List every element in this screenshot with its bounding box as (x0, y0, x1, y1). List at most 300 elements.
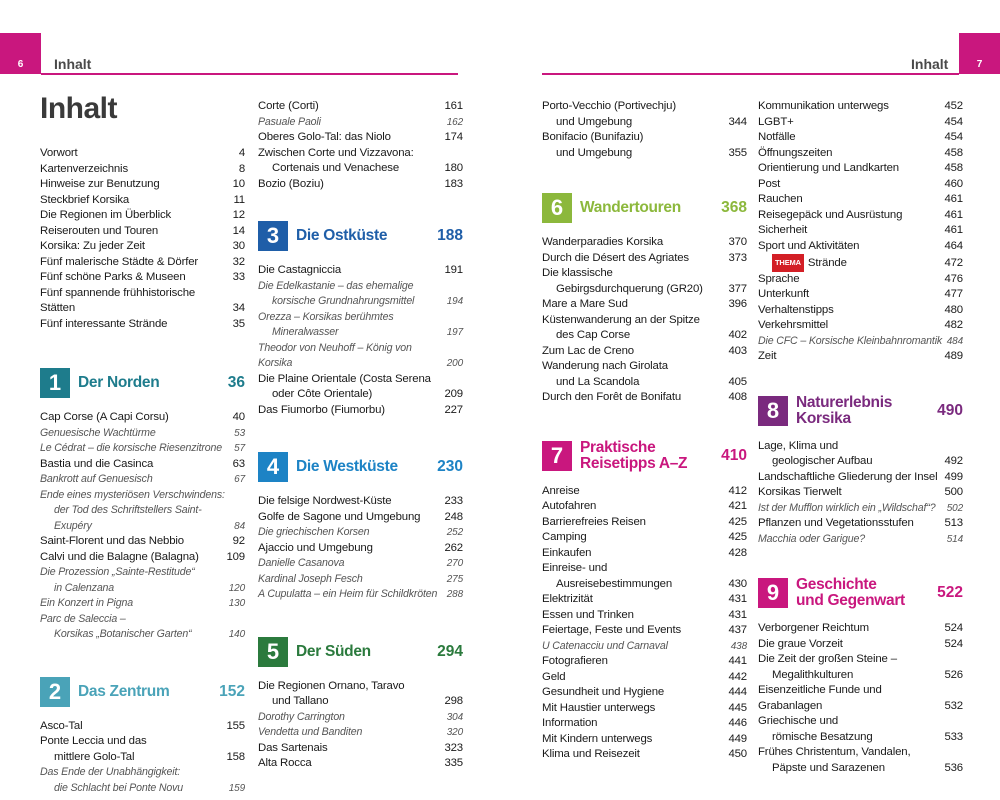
toc-entry-page: 431 (728, 593, 747, 605)
toc-entry-title: Information (542, 717, 598, 729)
toc-entry-title: Ist der Mufflon wirklich ein „Wildschaf“? (758, 501, 936, 514)
toc-entry-title: Fünf interessante Strände (40, 317, 168, 330)
toc-entry-title: Landschaftliche Gliederung der Insel (758, 470, 938, 483)
toc-entry (758, 516, 963, 532)
toc-entry (40, 765, 245, 796)
toc-entry (40, 162, 245, 178)
toc-entry-title: Pasuale Paoli (258, 115, 321, 128)
section-header (258, 452, 463, 482)
toc-entry-page: 34 (232, 302, 245, 314)
toc-entry-page: 408 (728, 391, 747, 403)
toc-entry-page: 425 (728, 531, 747, 543)
toc-entry (258, 279, 463, 310)
toc-entry-page: 438 (730, 640, 747, 652)
section-title: Das Zentrum (78, 682, 170, 700)
toc-entry (758, 439, 963, 470)
section-number-box: 8 (758, 396, 788, 426)
section-title: Die Westküste (296, 458, 398, 475)
toc-entry-title: Orezza – Korsikas berühmtes Mineralwasser (258, 310, 443, 341)
page-title: Inhalt (40, 92, 117, 125)
toc-entry-title: Frühes Christentum, Vandalen, Päpste und Sarazenen (758, 745, 940, 776)
toc-entry-title: Klima und Reisezeit (542, 748, 640, 760)
toc-entry-title: Camping (542, 531, 587, 543)
section-page: 188 (437, 227, 463, 244)
toc-entry-page: 140 (228, 629, 245, 640)
toc-entry (40, 612, 245, 643)
toc-entry (542, 732, 747, 748)
toc-entry-page: 514 (946, 533, 963, 545)
toc-entry-page: 499 (944, 470, 963, 483)
toc-entry-title: Bonifacio (Bunifaziu) und Umgebung (542, 130, 724, 161)
toc-entry-title: Kardinal Joseph Fesch (258, 572, 363, 585)
toc-entry-continuation: Gebirgsdurchquerung (GR20) (556, 282, 703, 295)
toc-entry-title: Barrierefreies Reisen (542, 515, 646, 528)
toc-entry (258, 541, 463, 557)
toc-entry-title: Orientierung und Landkarten (758, 162, 899, 174)
toc-entry (758, 501, 963, 517)
toc-entry-page: 275 (446, 573, 463, 585)
toc-entry (542, 484, 747, 500)
toc-entry-title: Einreise- und Ausreisebestimmungen (542, 561, 724, 592)
toc-entry-page: 402 (728, 329, 747, 341)
toc-entry-title: Lage, Klima und geologischer Aufbau (758, 439, 940, 470)
toc-entry-title: Griechische und römische Besatzung (758, 714, 940, 745)
toc-entry-title: Korsika: Zu jeder Zeit (40, 240, 145, 252)
toc-entry (758, 192, 963, 208)
toc-entry (258, 372, 463, 403)
toc-entry-page: 492 (944, 455, 963, 467)
toc-entry-continuation: die Schlacht bei Ponte Novu (54, 781, 184, 794)
section-number-box: 9 (758, 578, 788, 608)
toc-entry (758, 637, 963, 653)
toc-entry-page: 370 (728, 236, 747, 248)
toc-entry-page: 11 (233, 193, 245, 206)
toc-entry (542, 670, 747, 686)
toc-entry (758, 532, 963, 548)
toc-entry (758, 130, 963, 146)
toc-entry (542, 747, 747, 763)
toc-entry-title: Die griechischen Korsen (258, 526, 370, 538)
toc-entry (542, 515, 747, 531)
toc-entry-title: Sprache (758, 272, 800, 285)
toc-entry-page: 476 (944, 272, 963, 285)
toc-entry-title: Essen und Trinken (542, 608, 634, 621)
toc-entry-title: THEMA Strände (758, 254, 940, 272)
toc-entry-title: Zwischen Corte und Vizzavona: Cortenais und Venachese (258, 146, 440, 177)
toc-entry (542, 99, 747, 130)
toc-entry-title: Reiserouten und Touren (40, 224, 159, 237)
toc-entry (542, 530, 747, 546)
toc-entry-page: 460 (944, 177, 963, 190)
toc-entry (758, 223, 963, 239)
toc-entry-page: 452 (944, 100, 963, 112)
toc-entry-page: 209 (444, 388, 463, 400)
toc-entry-page: 120 (228, 582, 245, 594)
toc-entry (40, 193, 245, 209)
toc-entry-title: Ponte Leccia und das mittlere Golo-Tal (40, 734, 222, 765)
section-page: 368 (721, 199, 747, 216)
section-number-box: 4 (258, 452, 288, 482)
toc-entry (40, 596, 245, 612)
toc-entry-page: 480 (944, 303, 963, 316)
toc-entry-continuation: römische Besatzung (772, 730, 873, 743)
section-title: Praktische Reisetipps A–Z (580, 438, 688, 472)
toc-entry (758, 334, 963, 350)
toc-entry (258, 572, 463, 588)
toc-entry (542, 297, 747, 313)
toc-entry-title: Dorothy Carrington (258, 710, 345, 723)
toc-entry-page: 304 (446, 711, 463, 723)
toc-entry-page: 428 (728, 546, 747, 559)
toc-entry-page: 526 (944, 668, 963, 681)
toc-entry-title: Die Edelkastanie – das ehemalige korsische Grundnahrungsmittel (258, 279, 443, 310)
toc-entry (258, 679, 463, 710)
toc-entry-title: Die Plaine Orientale (Costa Serena oder Côte Orientale) (258, 372, 440, 403)
toc-entry (758, 239, 963, 255)
toc-entry (542, 251, 747, 267)
toc-entry-page: 344 (728, 115, 747, 128)
toc-entry-page: 425 (728, 515, 747, 528)
toc-entry-page: 130 (228, 598, 245, 609)
page-number-tab-left (0, 33, 41, 74)
toc-entry-title: Gesundheit und Hygiene (542, 686, 665, 698)
toc-entry-title: Wanderparadies Korsika (542, 236, 664, 248)
toc-entry-title: Fünf spannende frühhistorische Stätten (40, 286, 196, 314)
toc-entry-page: 84 (234, 520, 245, 532)
toc-entry-title: Unterkunft (758, 288, 810, 300)
toc-entry (758, 745, 963, 776)
header-rule-left (41, 73, 458, 75)
toc-entry (758, 115, 963, 131)
section-number-box: 5 (258, 637, 288, 667)
toc-entry-title: Einkaufen (542, 546, 592, 559)
toc-entry-continuation: des Cap Corse (556, 329, 631, 341)
section-page: 230 (437, 458, 463, 475)
toc-entry (758, 177, 963, 193)
toc-entry (258, 99, 463, 115)
toc-entry-page: 458 (944, 162, 963, 174)
toc-entry (758, 99, 963, 115)
toc-entry (542, 130, 747, 161)
toc-entry-page: 227 (444, 403, 463, 416)
toc-entry-page: 442 (728, 670, 747, 683)
toc-entry-page: 323 (444, 741, 463, 754)
toc-entry (758, 146, 963, 162)
toc-entry-title: A Cupulatta – ein Heim für Schildkröten (258, 588, 438, 600)
toc-entry-page: 373 (728, 251, 747, 264)
toc-entry-page: 449 (728, 732, 747, 745)
toc-entry-title: Zeit (758, 350, 777, 362)
toc-entry-continuation: mittlere Golo-Tal (54, 750, 135, 763)
toc-entry (40, 255, 245, 271)
toc-entry-title: Elektrizität (542, 593, 593, 605)
toc-entry (758, 161, 963, 177)
toc-entry-continuation: Korsikas „Botanischer Garten“ (54, 628, 192, 640)
section-header (258, 637, 463, 667)
toc-entry (542, 592, 747, 608)
section-page: 522 (937, 584, 963, 601)
toc-entry-continuation: korsische Grundnahrungsmittel (272, 295, 415, 307)
page-number-left: 6 (17, 59, 24, 70)
toc-entry-title: Pflanzen und Vegetationsstufen (758, 517, 914, 529)
toc-entry-continuation: Ausreisebestimmungen (556, 577, 673, 590)
toc-entry-page: 472 (944, 257, 963, 269)
toc-entry (258, 725, 463, 741)
toc-entry-title: Die Prozession „Sainte-Restitude“ in Calenzana (40, 565, 225, 596)
toc-entry-page: 53 (234, 427, 245, 439)
toc-entry-title: Saint-Florent und das Nebbio (40, 535, 184, 547)
toc-entry-title: Die CFC – Korsische Kleinbahnromantik (758, 334, 943, 347)
toc-entry-page: 4 (238, 147, 245, 159)
toc-entry-page: 396 (728, 298, 747, 310)
toc-entry (542, 235, 747, 251)
toc-entry-title: Das Fiumorbo (Fiumorbu) (258, 403, 385, 416)
toc-entry-page: 464 (944, 239, 963, 252)
section-header (758, 577, 963, 609)
toc-entry-title: Geld (542, 670, 566, 683)
section-title: Naturerlebnis Korsika (796, 393, 893, 427)
toc-entry-title: Vendetta und Banditen (258, 726, 363, 738)
toc-column-3 (542, 99, 747, 763)
toc-entry-title: Die Zeit der großen Steine – Megalithkulturen (758, 652, 940, 683)
toc-entry (258, 510, 463, 526)
toc-entry (258, 263, 463, 279)
toc-entry-continuation: Cortenais und Venachese (272, 162, 400, 174)
toc-entry-page: 502 (946, 502, 963, 514)
section-number-box: 3 (258, 221, 288, 251)
toc-entry (758, 714, 963, 745)
toc-entry-page: 33 (232, 271, 245, 283)
toc-entry-title: Das Ende der Unabhängigkeit: die Schlacht bei Ponte Novu (40, 765, 225, 796)
toc-entry-title: Fünf schöne Parks & Museen (40, 271, 186, 283)
toc-entry-title: Öffnungszeiten (758, 146, 833, 159)
toc-entry-page: 180 (444, 162, 463, 174)
toc-entry-title: Bastia und die Casinca (40, 457, 154, 470)
toc-column-2 (258, 99, 463, 772)
toc-entry-title: Cap Corse (A Capi Corsu) (40, 411, 169, 423)
toc-entry-title: Die Regionen Ornano, Taravo und Tallano (258, 679, 440, 710)
toc-entry (258, 403, 463, 419)
toc-entry-page: 40 (232, 411, 245, 423)
toc-entry-page: 454 (944, 115, 963, 128)
toc-entry-title: Theodor von Neuhoff – König von Korsika (258, 341, 412, 369)
toc-entry-title: Durch die Désert des Agriates (542, 251, 689, 264)
toc-entry (542, 701, 747, 717)
section-page: 152 (219, 682, 245, 700)
section-page: 36 (227, 374, 245, 391)
toc-entry-continuation: und Tallano (272, 695, 329, 707)
toc-entry-title: Die felsige Nordwest-Küste (258, 495, 392, 507)
toc-entry-page: 412 (728, 484, 747, 497)
toc-entry (40, 734, 245, 765)
toc-entry-continuation: geologischer Aufbau (772, 455, 873, 467)
toc-entry-continuation: und Umgebung (556, 146, 633, 159)
running-head-right: Inhalt (911, 56, 949, 72)
toc-entry-page: 446 (728, 717, 747, 729)
toc-entry (258, 341, 463, 372)
toc-entry-title: Danielle Casanova (258, 557, 345, 569)
page-number-right: 7 (976, 59, 983, 70)
toc-entry (258, 146, 463, 177)
toc-entry-page: 191 (444, 264, 463, 276)
toc-entry (758, 683, 963, 714)
toc-entry-page: 461 (944, 193, 963, 205)
header-rule-right (542, 73, 959, 75)
toc-entry-title: LGBT+ (758, 115, 794, 128)
toc-entry-page: 155 (226, 719, 245, 732)
toc-entry-title: Bankrott auf Genuesisch (40, 473, 153, 485)
toc-entry-page: 10 (232, 178, 245, 190)
toc-entry-page: 441 (728, 655, 747, 667)
section-title: Wandertouren (580, 199, 681, 216)
toc-entry-title: Sport und Aktivitäten (758, 239, 860, 252)
toc-entry (542, 561, 747, 592)
toc-entry-page: 513 (944, 517, 963, 529)
section-number-box: 1 (40, 368, 70, 398)
toc-entry (542, 266, 747, 297)
toc-entry-page: 421 (728, 500, 747, 512)
toc-entry (40, 565, 245, 596)
toc-entry (258, 587, 463, 603)
toc-entry-continuation: Mineralwasser (272, 326, 339, 338)
section-header (40, 677, 245, 707)
toc-entry-page: 536 (944, 761, 963, 774)
toc-entry-title: Genuesische Wachtürme (40, 426, 156, 439)
toc-entry-title: Eisenzeitliche Funde und Grabanlagen (758, 684, 882, 712)
toc-entry (542, 344, 747, 360)
toc-entry (758, 318, 963, 334)
toc-entry (542, 313, 747, 344)
toc-entry (758, 303, 963, 319)
toc-entry-title: Reisegepäck und Ausrüstung (758, 208, 903, 221)
toc-entry-page: 489 (944, 350, 963, 362)
toc-entry-page: 524 (944, 637, 963, 650)
toc-entry-page: 430 (728, 577, 747, 590)
toc-entry-page: 197 (446, 327, 463, 338)
toc-entry-title: Golfe de Sagone und Umgebung (258, 510, 421, 523)
toc-entry-page: 524 (944, 622, 963, 634)
section-header (258, 221, 463, 251)
toc-entry-title: Notfälle (758, 131, 796, 143)
toc-entry-page: 159 (228, 782, 245, 794)
toc-entry-page: 35 (232, 317, 245, 330)
toc-entry-page: 183 (444, 177, 463, 190)
toc-entry (40, 270, 245, 286)
toc-entry-title: Küstenwanderung an der Spitze des Cap Corse (542, 313, 724, 344)
toc-entry-page: 270 (446, 558, 463, 569)
toc-entry-title: Macchia oder Garigue? (758, 532, 865, 545)
toc-entry-page: 161 (444, 100, 463, 112)
toc-entry-title: Korsikas Tierwelt (758, 486, 842, 498)
toc-entry (40, 146, 245, 162)
toc-entry-page: 92 (232, 535, 245, 547)
toc-entry (758, 287, 963, 303)
toc-entry-title: Verkehrsmittel (758, 319, 829, 331)
section-number-box: 6 (542, 193, 572, 223)
toc-entry-title: Durch den Forêt de Bonifatu (542, 391, 682, 403)
section-header (40, 368, 245, 398)
toc-entry-title: Calvi und die Balagne (Balagna) (40, 550, 199, 563)
toc-entry (258, 756, 463, 772)
toc-entry-page: 482 (944, 319, 963, 331)
toc-entry (40, 208, 245, 224)
toc-entry (542, 685, 747, 701)
toc-entry (258, 310, 463, 341)
toc-entry-page: 262 (444, 541, 463, 554)
toc-entry (758, 470, 963, 486)
toc-entry (542, 639, 747, 655)
toc-entry-continuation: oder Côte Orientale) (272, 388, 373, 400)
toc-entry (40, 550, 245, 566)
toc-entry-page: 461 (944, 224, 963, 236)
section-title: Der Norden (78, 374, 160, 391)
toc-entry (542, 654, 747, 670)
toc-entry-title: Hinweise zur Benutzung (40, 178, 160, 190)
toc-entry-page: 377 (728, 282, 747, 295)
toc-entry (258, 710, 463, 726)
toc-entry (40, 719, 245, 735)
toc-entry-title: Le Cédrat – die korsische Riesenzitrone (40, 442, 222, 454)
toc-entry-title: Verhaltenstipps (758, 303, 834, 316)
toc-entry-continuation: und Umgebung (556, 115, 633, 128)
toc-entry (40, 177, 245, 193)
toc-entry-title: Bozio (Boziu) (258, 177, 324, 190)
toc-entry-page: 461 (944, 208, 963, 221)
toc-entry-title: Die graue Vorzeit (758, 637, 843, 650)
toc-entry-page: 63 (232, 457, 245, 470)
toc-entry (542, 608, 747, 624)
toc-entry-page: 454 (944, 131, 963, 143)
toc-entry-page: 450 (728, 748, 747, 760)
toc-entry (258, 525, 463, 541)
section-page: 294 (437, 642, 463, 660)
toc-entry (758, 485, 963, 501)
toc-entry-page: 233 (444, 495, 463, 507)
toc-entry-title: Verborgener Reichtum (758, 622, 869, 634)
toc-entry-page: 355 (728, 146, 747, 159)
toc-entry-title: Ende eines mysteriösen Verschwindens: der Tod des Schriftstellers Saint-Exupéry (40, 488, 230, 535)
section-page: 410 (721, 446, 747, 464)
toc-entry-page: 248 (444, 510, 463, 523)
toc-entry-title: Wanderung nach Girolata und La Scandola (542, 359, 724, 390)
toc-entry-page: 57 (234, 443, 245, 454)
section-title: Geschichte und Gegenwart (796, 576, 905, 609)
toc-entry-title: Parc de Saleccia – Korsikas „Botanischer Garten“ (40, 612, 225, 643)
toc-entry (40, 410, 245, 426)
toc-entry-page: 109 (226, 550, 245, 563)
toc-entry (758, 652, 963, 683)
toc-entry-page: 403 (728, 344, 747, 357)
section-page: 490 (937, 401, 963, 419)
toc-entry-title: Autofahren (542, 500, 597, 512)
section-header (758, 395, 963, 427)
toc-entry-title: Oberes Golo-Tal: das Niolo (258, 131, 391, 143)
toc-entry-page: 477 (944, 288, 963, 300)
section-title: Die Ostküste (296, 227, 388, 244)
toc-entry-page: 532 (944, 699, 963, 712)
toc-entry-title: Alta Rocca (258, 757, 312, 769)
toc-entry-page: 437 (728, 624, 747, 636)
toc-entry (40, 426, 245, 442)
toc-entry-title: Feiertage, Feste und Events (542, 624, 682, 636)
toc-entry (758, 349, 963, 365)
toc-entry-page: 158 (226, 750, 245, 763)
toc-entry (258, 115, 463, 131)
toc-entry (258, 556, 463, 572)
toc-entry-page: 162 (446, 116, 463, 128)
toc-entry (40, 317, 245, 333)
toc-entry-title: Fotografieren (542, 655, 608, 667)
